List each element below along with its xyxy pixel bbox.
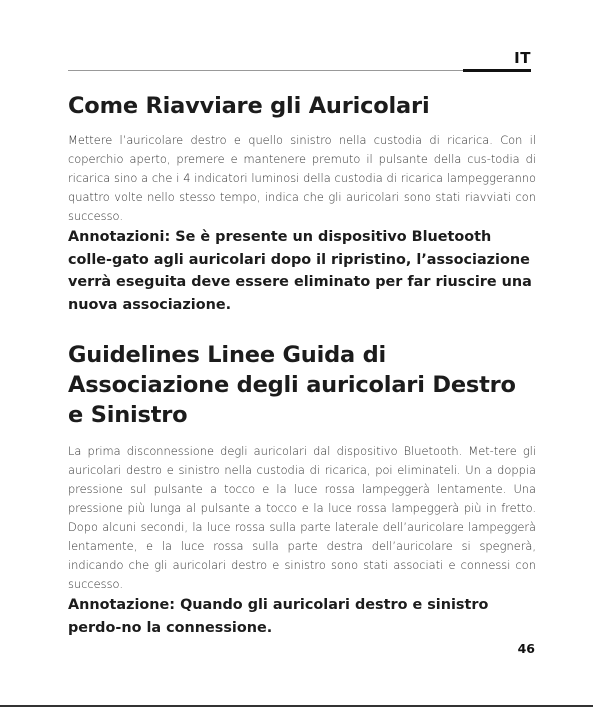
section-body-pairing: La prima disconnessione degli auricolari dal dispositivo Bluetooth. Met-tere gli auricolari destro e sinistro nella custodia di ricarica, poi eliminateli. Un a doppia pressione sul pulsante a tocco e la luce rossa lampeggerà lentamente. Una pressione più lunga al pulsante a tocco e la luce rossa lampeggerà più in fretto. Dopo alcuni secondi, la luce rossa sulla parte laterale dell’auricolare lampeggerà lentamente, e la luce rossa sulla parte destra dell’auricolare si spegnerà, indicando che gli auricolari destro e sinistro sono stati associati e connessi con successo. (68, 444, 536, 591)
section-title-pairing: Guidelines Linee Guida di Associazione degli auricolari Destro e Sinistro (68, 342, 516, 428)
page-content (68, 91, 536, 639)
section-body-restart: Mettere l’auricolare destro e quello sinistro nella custodia di ricarica. Con il coperchio aperto, premere e mantenere premuto il pulsante della cus-todia di ricarica sino a che i 4 indicatori luminosi della custodia di ricarica lampeggeranno quattro volte nello stesso tempo, indica che gli auricolari sono stati riavviati con successo. (68, 133, 536, 223)
section-title-restart: Come Riavviare gli Auricolari (68, 93, 430, 119)
header-rule-accent (463, 69, 531, 72)
language-tag: IT (514, 49, 531, 67)
page-number: 46 (517, 641, 535, 656)
section-note-restart: Annotazioni: Se è presente un dispositivo Bluetooth colle-gato agli auricolari dopo il ripristino, l’associazione verrà eseguita deve essere eliminato per far riuscire una nuova associazione. (68, 229, 532, 313)
section-note-pairing: Annotazione: Quando gli auricolari destro e sinistro perdo-no la connessione. (68, 597, 489, 636)
header-rule (68, 70, 463, 71)
